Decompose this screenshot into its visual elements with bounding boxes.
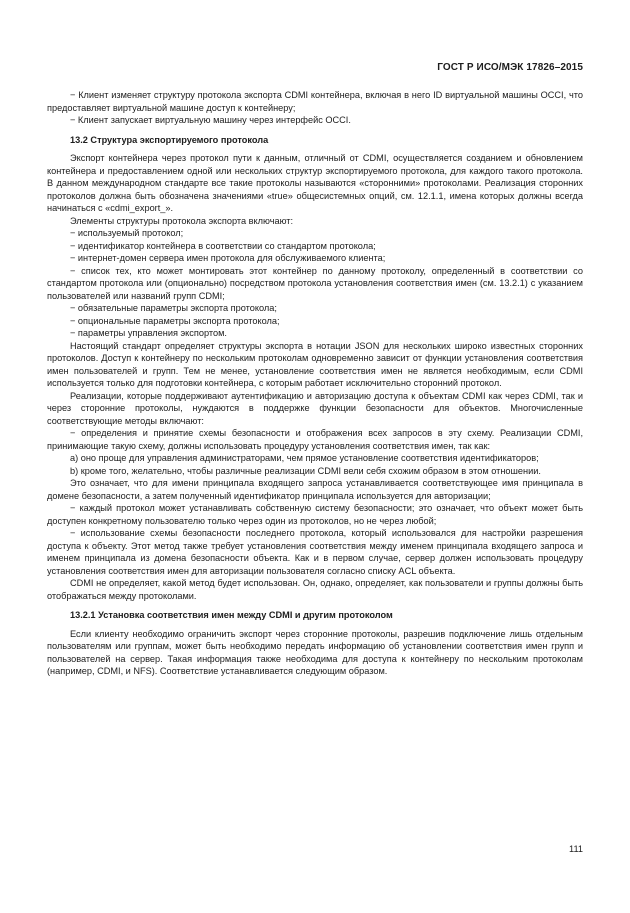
list-item: − каждый протокол может устанавливать собственную систему безопасности; это означает, что объект может быть доступен конкретному пользователю только через один из протоколов, но не через любой; [47, 503, 583, 526]
paragraph: Реализации, которые поддерживают аутентификацию и авторизацию доступа к объектам CDMI как через CDMI, так и через сторонние протоколы, нуждаются в поддержке функции безопасности для объектов. Многочисленные соответствующие методы включают: [47, 390, 583, 426]
section-heading-13-2-1: 13.2.1 Установка соответствия имен между CDMI и другим протоколом [70, 610, 393, 620]
list-item: − параметры управления экспортом. [70, 328, 227, 338]
section-heading-13-2: 13.2 Структура экспортируемого протокола [70, 134, 269, 145]
list-item: − список тех, кто может монтировать этот контейнер по данному протоколу, определенный в соответствии со стандартом протокола или (опционально) посредством протокола установления соответствия имен (см. 13.2.1) с указанием пользователей или названий групп CDMI; [47, 265, 583, 301]
list-item: − определения и принятие схемы безопасности и отображения всех запросов в эту схему. Реализации CDMI, принимающие такую схему, должны использовать процедуру установления соответствия имен, так как: [47, 428, 583, 451]
list-item: − обязательные параметры экспорта протокола; [70, 303, 277, 313]
paragraph: Это означает, что для имени принципала входящего запроса устанавливается соответствующее имя принципала в домене безопасности, а затем полученный идентификатор принципала используется для авторизации; [47, 478, 583, 501]
paragraph: Элементы структуры протокола экспорта включают: [70, 215, 294, 226]
list-item-client-modifies: − Клиент изменяет структуру протокола экспорта CDMI контейнера, включая в него ID виртуальной машины OCCI, что предоставляет виртуальной машине доступ к контейнеру; [47, 90, 583, 113]
paragraph: CDMI не определяет, какой метод будет использован. Он, однако, определяет, как пользователи и группы должны быть отображаться между протоколами. [47, 578, 583, 601]
paragraph: Если клиенту необходимо ограничить экспорт через сторонние протоколы, разрешив подключение лишь отдельным пользователям или группам, может быть необходимо передать информацию об установлении соответствия имен групп и пользователей на сервер. Такая информация также необходима для доступа к контейнеру по нескольким протоколам (например, CDMI, и NFS). Соответствие устанавливается следующим образом. [47, 628, 583, 676]
list-item-client-launches: − Клиент запускает виртуальную машину через интерфейс OCCI. [70, 115, 351, 125]
page-number: 111 [569, 844, 583, 854]
paragraph: Настоящий стандарт определяет структуры экспорта в нотации JSON для нескольких широко известных сторонних протоколов. Доступ к контейнеру по нескольким протоколам одновременно зависит от функции установления соответствия имен пользователей и групп. Тем не менее, установление соответствия имен не является необходимым, если CDMI используется только для подготовки контейнера, с которым работает исключительно сторонний протокол. [47, 340, 583, 388]
list-item: − использование схемы безопасности последнего протокола, который использовался для настройки разрешения доступа к объекту. Этот метод также требует установления соответствия между именем принципала входящего запроса и именем принципала из домена безопасности объекта. Как и в первом случае, сервер должен использовать процедуру установления соответствия имен для авторизации пользователя согласно списку ACL объекта. [47, 528, 583, 576]
list-item: − идентификатор контейнера в соответствии со стандартом протокола; [70, 240, 376, 251]
paragraph: Экспорт контейнера через протокол пути к данным, отличный от CDMI, осуществляется созданием и обновлением контейнера и предоставлением одной или нескольких структур экспортируемого протокола, для каждого такого протокола. В данном международном стандарте все такие протоколы называются «сторонними» протоколами. Реализация сторонних протоколов должна быть обозначена значениями «true» общесистемных опций, см. 12.1.1, имена которых должны всегда начинаться с «cdmi_export_». [47, 153, 583, 213]
list-item: − интернет-домен сервера имен протокола для обслуживаемого клиента; [70, 253, 386, 263]
list-item: b) кроме того, желательно, чтобы различные реализации CDMI вели себя схожим образом в этом отношении. [70, 465, 541, 476]
body-text [47, 89, 583, 678]
list-item: − используемый протокол; [70, 228, 184, 238]
list-item: a) оно проще для управления администраторами, чем прямое установление соответствия идентификаторов; [70, 453, 539, 463]
standard-designation: ГОСТ Р ИСО/МЭК 17826–2015 [437, 62, 583, 73]
list-item: − опциональные параметры экспорта протокола; [70, 315, 280, 326]
